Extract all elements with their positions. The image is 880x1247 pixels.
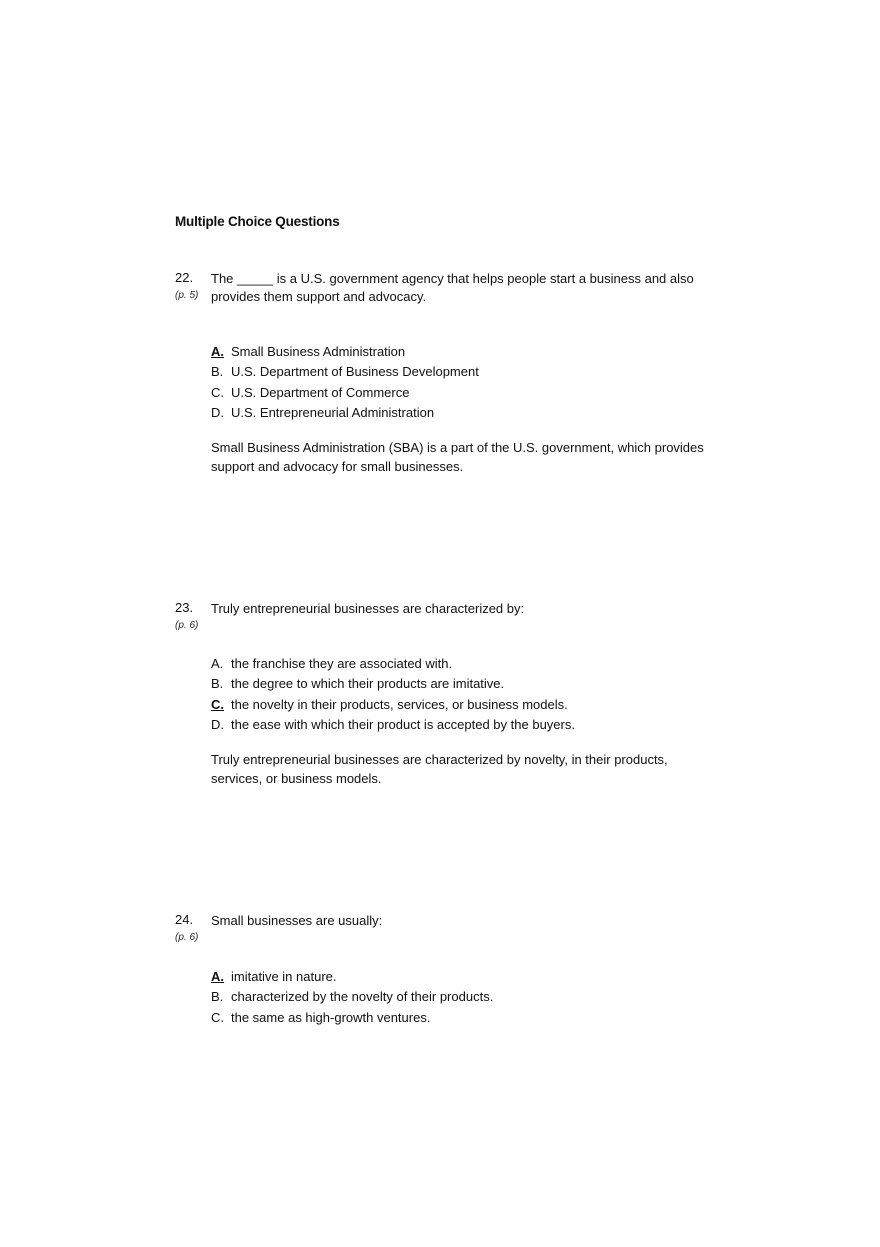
option-letter: D. bbox=[211, 716, 224, 732]
option-letter: D. bbox=[211, 404, 224, 420]
option-text: imitative in nature. bbox=[231, 969, 337, 984]
question-24 bbox=[175, 912, 735, 1042]
answer-explanation: Truly entrepreneurial businesses are characterized by novelty, in their products, services, or business models. bbox=[211, 752, 668, 786]
option-letter-correct: A. bbox=[211, 344, 224, 359]
question-text: Small businesses are usually: bbox=[211, 913, 383, 928]
answer-options bbox=[211, 967, 731, 1028]
option-letter: C. bbox=[211, 384, 224, 400]
option-b bbox=[211, 674, 731, 694]
question-number: 23. bbox=[175, 600, 194, 615]
question-23 bbox=[175, 600, 735, 800]
option-letter: B. bbox=[211, 364, 224, 380]
option-a bbox=[211, 967, 731, 987]
option-text: the degree to which their products are imitative. bbox=[231, 676, 505, 692]
answer-options bbox=[211, 654, 731, 735]
option-text: U.S. Department of Business Development bbox=[231, 364, 479, 380]
option-b bbox=[211, 362, 731, 382]
option-text: characterized by the novelty of their products. bbox=[231, 989, 494, 1005]
option-text: the same as high-growth ventures. bbox=[231, 1009, 431, 1025]
option-text: the franchise they are associated with. bbox=[231, 656, 453, 671]
option-text: the novelty in their products, services, or business models. bbox=[231, 696, 568, 712]
option-text: U.S. Entrepreneurial Administration bbox=[231, 404, 435, 420]
question-22 bbox=[175, 270, 735, 480]
page-reference: (p. 5) bbox=[175, 290, 199, 301]
option-c bbox=[211, 695, 731, 715]
answer-options bbox=[211, 342, 731, 423]
question-number: 22. bbox=[175, 270, 194, 285]
question-text: Truly entrepreneurial businesses are characterized by: bbox=[211, 601, 525, 616]
option-a bbox=[211, 654, 731, 674]
option-letter: C. bbox=[211, 1009, 224, 1025]
option-letter-correct: A. bbox=[211, 969, 224, 984]
option-d bbox=[211, 715, 731, 735]
option-text: the ease with which their product is accepted by the buyers. bbox=[231, 716, 575, 732]
option-letter: B. bbox=[211, 989, 224, 1005]
option-letter-correct: C. bbox=[211, 696, 224, 712]
option-a bbox=[211, 342, 731, 362]
page-reference: (p. 6) bbox=[175, 620, 199, 631]
question-text: The _____ is a U.S. government agency that helps people start a business and also provides them support and advocacy. bbox=[211, 271, 694, 304]
option-c bbox=[211, 383, 731, 403]
page-reference: (p. 6) bbox=[175, 932, 199, 943]
option-b bbox=[211, 987, 731, 1007]
option-text: U.S. Department of Commerce bbox=[231, 384, 410, 400]
option-letter: A. bbox=[211, 656, 224, 671]
option-d bbox=[211, 403, 731, 423]
question-number: 24. bbox=[175, 912, 194, 927]
answer-explanation: Small Business Administration (SBA) is a part of the U.S. government, which provides support and advocacy for small businesses. bbox=[211, 440, 704, 474]
option-c bbox=[211, 1008, 731, 1028]
section-title: Multiple Choice Questions bbox=[175, 214, 340, 229]
option-letter: B. bbox=[211, 676, 224, 692]
option-text: Small Business Administration bbox=[231, 344, 406, 359]
